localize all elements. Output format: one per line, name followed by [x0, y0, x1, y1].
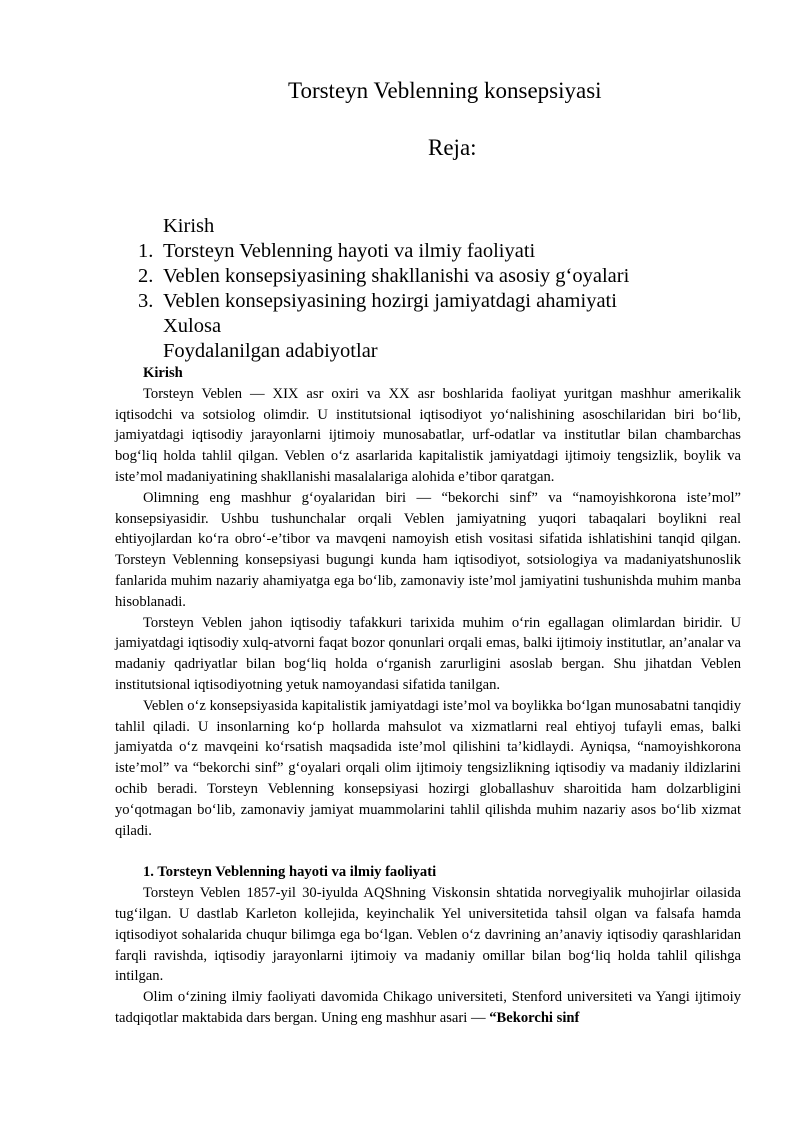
book-title-bold: “Bekorchi sinf [489, 1009, 580, 1026]
plan-item [0, 214, 800, 239]
plan-heading: Reja: [428, 135, 477, 160]
paragraph [115, 987, 741, 1029]
paragraph: Torsteyn Veblen 1857-yil 30-iyulda AQShning Viskonsin shtatida norvegiyalik muhojirlar oilasida tug‘ilgan. U dastlab Karleton kollejida, keyinchalik Yel universitetida tahsil olgan va falsafa hamda iqtisodiyot sohalarida chuqur bilimga ega bo‘lgan. Veblen o‘z davrining an’anaviy iqtisodiy qarashlaridan farqli ravishda, iqtisodiy jarayonlarni ijtimoiy va madaniy omillar bilan bog‘liq holda tahlil qilishga intilgan. [115, 885, 741, 985]
plan-item-text: Torsteyn Veblenning hayoti va ilmiy faoliyati [163, 240, 536, 262]
plan-item-number: 3. [138, 290, 154, 312]
section-heading-intro: Kirish [143, 365, 183, 381]
paragraph: Torsteyn Veblen jahon iqtisodiy tafakkuri tarixida muhim o‘rin egallagan olimlardan biridir. U jamiyatdagi iqtisodiy xulq-atvorni faqat bozor qonunlari orqali emas, balki ijtimoiy institutlar, an’analar va madaniy qadriyatlar bilan bog‘liq holda o‘rganish zarurligini asoslab bergan. Shu jihatdan Veblen institutsional iqtisodiyotning yetuk namoyandasi sifatida tanilgan. [115, 614, 741, 693]
plan-item-text: Veblen konsepsiyasining hozirgi jamiyatdagi ahamiyati [163, 290, 617, 312]
plan-item [0, 289, 800, 314]
paragraph: Veblen o‘z konsepsiyasida kapitalistik jamiyatdagi iste’mol va boylikka bo‘lgan munosabatni tanqidiy tahlil qiladi. U insonlarning ko‘p hollarda mahsulot va xizmatlarni real ehtiyoj tufayli emas, balki jamiyatda o‘z mavqeini ko‘rsatish maqsadida iste’mol qilishini ta’kidlaydi. Ayniqsa, “namoyishkorona iste’mol” va “bekorchi sinf” g‘oyalari orqali olim ijtimoiy tengsizlikning iqtisodiy va madaniy ildizlarini ochib beradi. Torsteyn Veblenning konsepsiyasi hozirgi globallashuv sharoitida ham dolzarbligini yo‘qotmagan bo‘lib, zamonaviy jamiyat muammolarini tahlil qilishda muhim nazariy asos bo‘lib xizmat qiladi. [115, 697, 741, 839]
paragraph: Torsteyn Veblen — XIX asr oxiri va XX asr boshlarida faoliyat yuritgan mashhur amerikalik iqtisodchi va sotsiolog olimdir. U institutsional iqtisodiyot yo‘nalishining asoschilaridan biri bo‘lib, jamiyatdagi iqtisodiy jarayonlarni ijtimoiy munosabatlar, urf-odatlar va institutlar bilan chambarchas bog‘liq holda tahlil qilgan. Veblen o‘z asarlarida kapitalistik jamiyatdagi ijtimoiy tengsizlik, boylik va iste’mol madaniyatining shakllanishi masalalariga alohida e’tibor qaratgan. [115, 385, 741, 485]
section-heading-1: 1. Torsteyn Veblenning hayoti va ilmiy faoliyati [143, 864, 437, 881]
plan-item [0, 314, 800, 339]
plan-item-text: Foydalanilgan adabiyotlar [163, 340, 378, 362]
plan-list [0, 214, 800, 364]
plan-item-text: Xulosa [163, 315, 222, 337]
paragraph-text: Olim o‘zining ilmiy faoliyati davomida Chikago universiteti, Stenford universiteti va Yangi ijtimoiy tadqiqotlar maktabida dars bergan. Uning eng mashhur asari — [115, 989, 741, 1026]
plan-item [0, 339, 800, 364]
plan-item [0, 264, 800, 289]
plan-item [0, 239, 800, 264]
plan-item-text: Veblen konsepsiyasining shakllanishi va asosiy g‘oyalari [163, 265, 630, 287]
plan-item-text: Kirish [163, 215, 215, 237]
paragraph: Olimning eng mashhur g‘oyalaridan biri — “bekorchi sinf” va “namoyishkorona iste’mol” konsepsiyasidir. Ushbu tushunchalar orqali Veblen jamiyatning yuqori tabaqalari boylikni real ehtiyojlardan ko‘ra obro‘-e’tibor va mavqeni namoyish etish vositasi sifatida ishlatishini tanqid qilgan. Torsteyn Veblenning konsepsiyasi bugungi kunda ham iqtisodiyot, sotsiologiya va madaniyatshunoslik fanlarida muhim nazariy ahamiyatga ega bo‘lib, zamonaviy iste’mol jamiyatini tushunishda muhim manba hisoblanadi. [115, 489, 741, 610]
plan-item-number: 1. [138, 240, 154, 262]
document-body [115, 363, 741, 1029]
document-title: Torsteyn Veblenning konsepsiyasi [288, 78, 602, 103]
plan-item-number: 2. [138, 265, 154, 287]
spacer [115, 841, 741, 862]
